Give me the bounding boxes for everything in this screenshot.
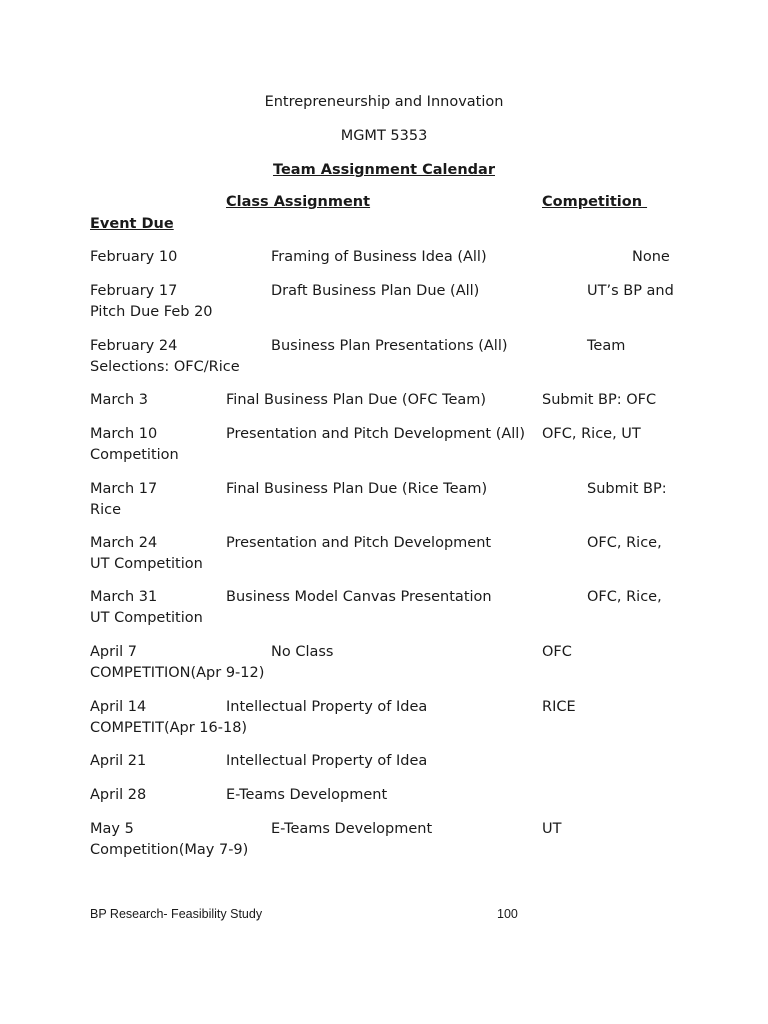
row-assignment: Intellectual Property of Idea (226, 753, 428, 769)
course-title: Entrepreneurship and Innovation (264, 94, 504, 110)
row-assignment: Draft Business Plan Due (All) (271, 283, 480, 299)
row-assignment: Business Model Canvas Presentation (226, 589, 492, 605)
row-assignment: Final Business Plan Due (OFC Team) (226, 392, 487, 408)
row-date: March 3 (90, 392, 149, 408)
page-number: 100 (497, 907, 518, 921)
row-competition: OFC (542, 644, 572, 660)
row-date: March 31 (90, 589, 158, 605)
row-competition: OFC, Rice, (587, 589, 662, 605)
row-continuation: Rice (90, 502, 121, 518)
calendar-title: Team Assignment Calendar (272, 162, 495, 178)
row-date: February 17 (90, 283, 178, 299)
course-code: MGMT 5353 (340, 128, 428, 144)
column-header-event-due: Event Due (90, 216, 174, 232)
row-continuation: COMPETIT(Apr 16-18) (90, 720, 248, 736)
row-competition: OFC, Rice, (587, 535, 662, 551)
row-date: March 17 (90, 481, 158, 497)
row-competition: UT (542, 821, 562, 837)
row-competition: None (632, 249, 670, 265)
row-assignment: Final Business Plan Due (Rice Team) (226, 481, 488, 497)
row-date: April 7 (90, 644, 137, 660)
column-header-class-assignment: Class Assignment (226, 194, 371, 210)
row-assignment: Presentation and Pitch Development (All) (226, 426, 525, 442)
row-date: February 10 (90, 249, 178, 265)
row-date: April 28 (90, 787, 147, 803)
row-continuation: UT Competition (90, 610, 203, 626)
row-continuation: Competition (90, 447, 179, 463)
row-date: February 24 (90, 338, 178, 354)
row-assignment: Intellectual Property of Idea (226, 699, 428, 715)
row-assignment: E-Teams Development (271, 821, 433, 837)
row-continuation: Pitch Due Feb 20 (90, 304, 213, 320)
row-date: April 14 (90, 699, 147, 715)
row-assignment: E-Teams Development (226, 787, 388, 803)
row-continuation: COMPETITION(Apr 9-12) (90, 665, 265, 681)
row-assignment: Business Plan Presentations (All) (271, 338, 508, 354)
row-assignment: Framing of Business Idea (All) (271, 249, 487, 265)
row-date: March 10 (90, 426, 158, 442)
row-continuation: UT Competition (90, 556, 203, 572)
row-competition: RICE (542, 699, 576, 715)
row-assignment: Presentation and Pitch Development (226, 535, 492, 551)
column-header-competition: Competition (542, 194, 648, 210)
row-continuation: Selections: OFC/Rice (90, 359, 240, 375)
row-competition: Submit BP: OFC (542, 392, 657, 408)
row-competition: OFC, Rice, UT (542, 426, 641, 442)
row-competition: Submit BP: (587, 481, 667, 497)
row-assignment: No Class (271, 644, 334, 660)
row-competition: Team (587, 338, 626, 354)
row-continuation: Competition(May 7-9) (90, 842, 249, 858)
row-date: May 5 (90, 821, 134, 837)
row-date: March 24 (90, 535, 158, 551)
row-competition: UT’s BP and (587, 283, 674, 299)
footer-left-text: BP Research- Feasibility Study (90, 907, 263, 921)
row-date: April 21 (90, 753, 147, 769)
